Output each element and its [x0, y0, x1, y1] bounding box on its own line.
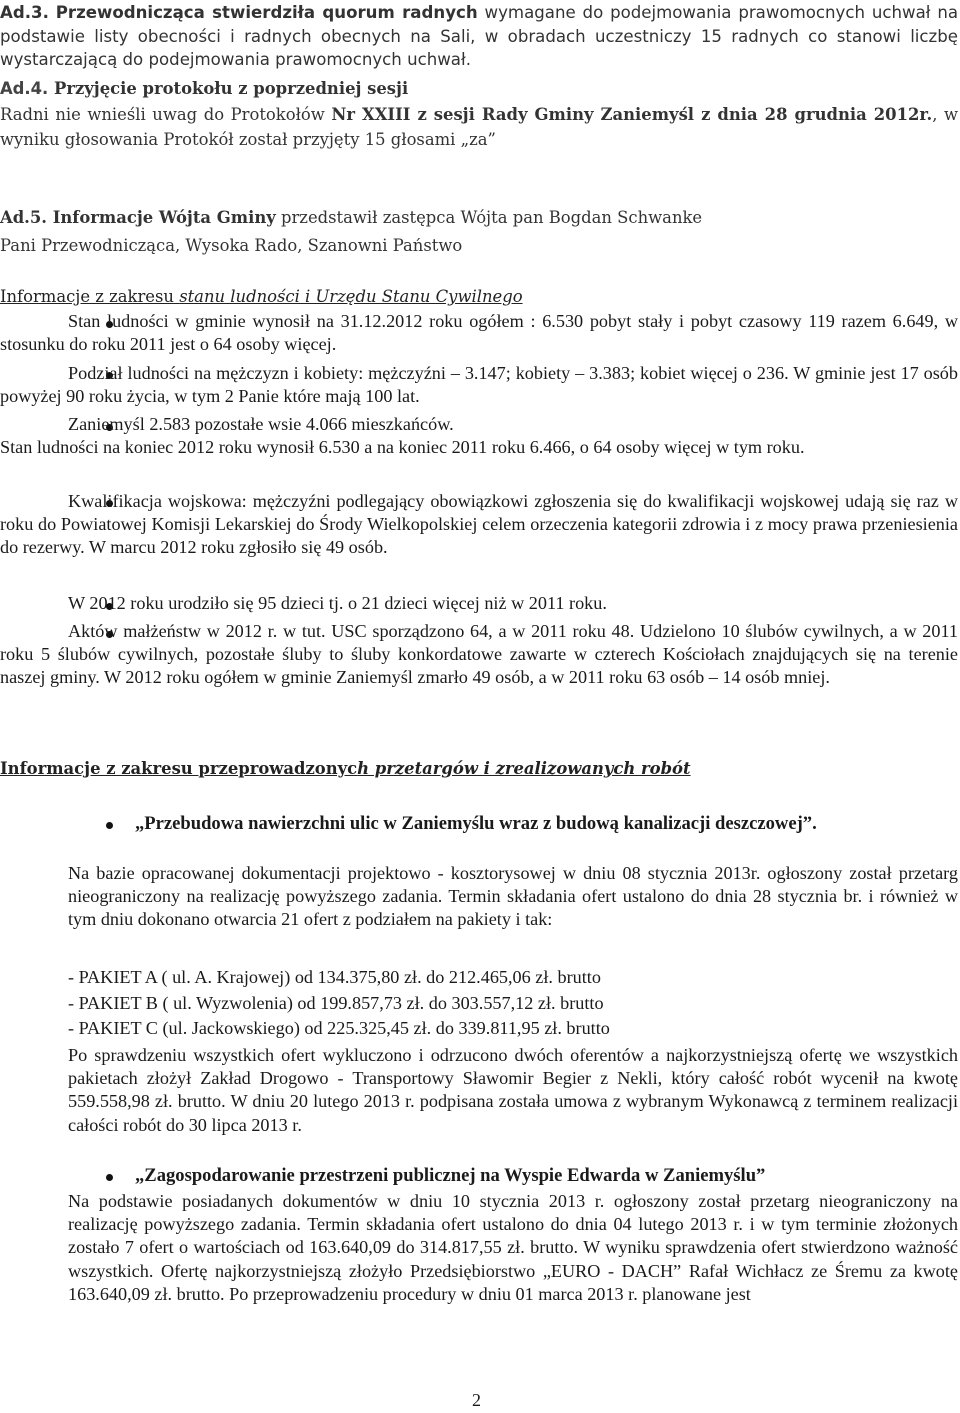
- section-ad3: [0, 1, 958, 72]
- section-text: przedstawił zastępca Wójta pan Bogdan Schwanke: [275, 208, 703, 227]
- bullet-text-gender: Podział ludności na mężczyzn i kobiety: mężczyźni – 3.147; kobiety – 3.383; kobiet więcej o 236. W gminie jest 17 osób powyżej 90 roku życia, w tym 2 Panie które mają 100 lat.: [0, 363, 958, 407]
- heading-part: Informacje z zakresu przeprowadzonyc: [0, 759, 358, 778]
- population-summary: Stan ludności na koniec 2012 roku wynosił 6.530 a na koniec 2011 roku 6.466, o 64 osoby więcej w tym roku.: [0, 437, 805, 457]
- package-c: - PAKIET C (ul. Jackowskiego) od 225.325,45 zł. do 339.811,95 zł. brutto: [68, 1018, 610, 1038]
- bullet-text-population: Stan ludności w gminie wynosił na 31.12.2012 roku ogółem : 6.530 pobyt stały i pobyt czasowy 119 razem 6.649, w stosunku do roku 2011 jest o 64 osoby więcej.: [0, 311, 958, 355]
- bullet-icon: [106, 1174, 113, 1181]
- heading-part-italic: stanu ludności i Urzędu Stanu Cywilnego: [179, 287, 523, 306]
- section-label: Ad.3.: [0, 3, 49, 22]
- section-ad4-text: [0, 102, 958, 152]
- package-b: - PAKIET B ( ul. Wyzwolenia) od 199.857,73 zł. do 303.557,12 zł. brutto: [68, 993, 604, 1013]
- tender-title-streets: „Przebudowa nawierzchni ulic w Zaniemyślu wraz z budową kanalizacji deszczowej”.: [135, 813, 817, 834]
- section-heading: Przewodnicząca stwierdziła quorum radnych: [55, 3, 478, 22]
- heading-part-italic: h przetargów i zrealizowanych robót: [357, 759, 691, 778]
- text-fragment: , w wyniku głosowania Protokół został przyjęty 15 głosami „za”: [0, 105, 959, 149]
- bullet-text-villages: Zaniemyśl 2.583 pozostałe wsie 4.066 mieszkańców.: [68, 414, 454, 434]
- text-fragment-bold: Nr XXIII z sesji Rady Gminy Zaniemyśl z dnia 28 grudnia 2012r.: [331, 105, 933, 124]
- section-ad4-heading: [0, 76, 958, 101]
- bullet-icon: [106, 822, 113, 829]
- page-number: 2: [472, 1390, 481, 1410]
- bullet-text-military: Kwalifikacja wojskowa: mężczyźni podlegający obowiązkowi zgłoszenia się do kwalifikacji wojskowej udają się raz w roku do Powiatowej Komisji Lekarskiej do Środy Wielkopolskiej celem orzeczenia kategorii zdrowia i z mocy prawa przeniesienia do rezerwy. W marcu 2012 roku zgłosiło się 49 osób.: [0, 491, 958, 558]
- tender-title-island: „Zagospodarowanie przestrzeni publicznej na Wyspie Edwarda w Zaniemyślu”: [135, 1165, 766, 1186]
- section-heading: Przyjęcie protokołu z poprzedniej sesji: [48, 79, 409, 98]
- tender-text-streets: Na bazie opracowanej dokumentacji projektowo - kosztorysowej w dniu 08 stycznia 2013r. ogłoszony został przetarg nieograniczony na realizację powyższego zadania. Termin składania ofert ustalono do dnia 28 stycznia br. i również w tym dniu dokonano otwarcia 21 ofert z podziałem na pakiety i tak:: [68, 863, 958, 930]
- tender-text-island: Na podstawie posiadanych dokumentów w dniu 10 stycznia 2013 r. ogłoszony został przetarg nieograniczony na realizację powyższego zadania. Termin składania ofert ustalono do dnia 04 lutego 2013 r. i w tym terminie złożonych zostało 7 ofert o wartościach od 163.640,09 do 314.817,55 zł. brutto. W wyniku sprawdzenia ofert stwierdzono ważność wszystkich. Ofertę najkorzystniejszą złożyło Przedsiębiorstwo „EURO - DACH” Rafał Wichłacz ze Śremu za kwotę 163.640,09 zł. brutto. Po przeprowadzeniu procedury w dniu 01 marca 2013 r. planowane jest: [68, 1191, 958, 1304]
- address-line: Pani Przewodnicząca, Wysoka Rado, Szanowni Państwo: [0, 236, 463, 255]
- bullet-text-births: W 2012 roku urodziło się 95 dzieci tj. o 21 dzieci więcej niż w 2011 roku.: [68, 593, 607, 613]
- section-text: wymagane do podejmowania prawomocnych uchwał na podstawie listy obecności i radnych obecnych na Sali, w obradach uczestniczy 15 radnych co stanowi liczbę wystarczającą do podejmowania prawomocnych uchwał.: [0, 3, 958, 69]
- heading-part: Informacje z zakresu: [0, 287, 180, 306]
- section-ad5-heading: [0, 205, 958, 230]
- section-label: Ad.5.: [0, 208, 47, 227]
- bullet-text-marriages: Aktów małżeństw w 2012 r. w tut. USC sporządzono 64, a w 2011 roku 48. Udzielono 10 ślubów cywilnych, a w 2011 roku 5 ślubów cywilnych, pozostałe śluby to śluby konkordatowe zawarte w czterech Kościołach znajdujących się na terenie naszej gminy. W 2012 roku ogółem w gminie Zaniemyśl zmarło 49 osób, a w 2011 roku 63 osób – 14 osób mniej.: [0, 621, 958, 688]
- section-label: Ad.4.: [0, 79, 49, 98]
- text-fragment: Radni nie wnieśli uwag do Protokołów: [0, 105, 332, 124]
- section-heading: Informacje Wójta Gminy: [47, 208, 276, 227]
- subsection-heading-tenders: [0, 756, 691, 781]
- subsection-heading-population: [0, 284, 523, 309]
- tender-result-streets: Po sprawdzeniu wszystkich ofert wykluczono i odrzucono dwóch oferentów a najkorzystniejszą ofertę we wszystkich pakietach złożył Zakład Drogowo - Transportowy Sławomir Begier z Nekli, który całość robót wycenił na kwotę 559.558,98 zł. brutto. W dniu 20 lutego 2013 r. podpisana została umowa z wybranym Wykonawcą z terminem realizacji całości robót do 30 lipca 2013 r.: [68, 1045, 958, 1135]
- package-a: - PAKIET A ( ul. A. Krajowej) od 134.375,80 zł. do 212.465,06 zł. brutto: [68, 967, 601, 987]
